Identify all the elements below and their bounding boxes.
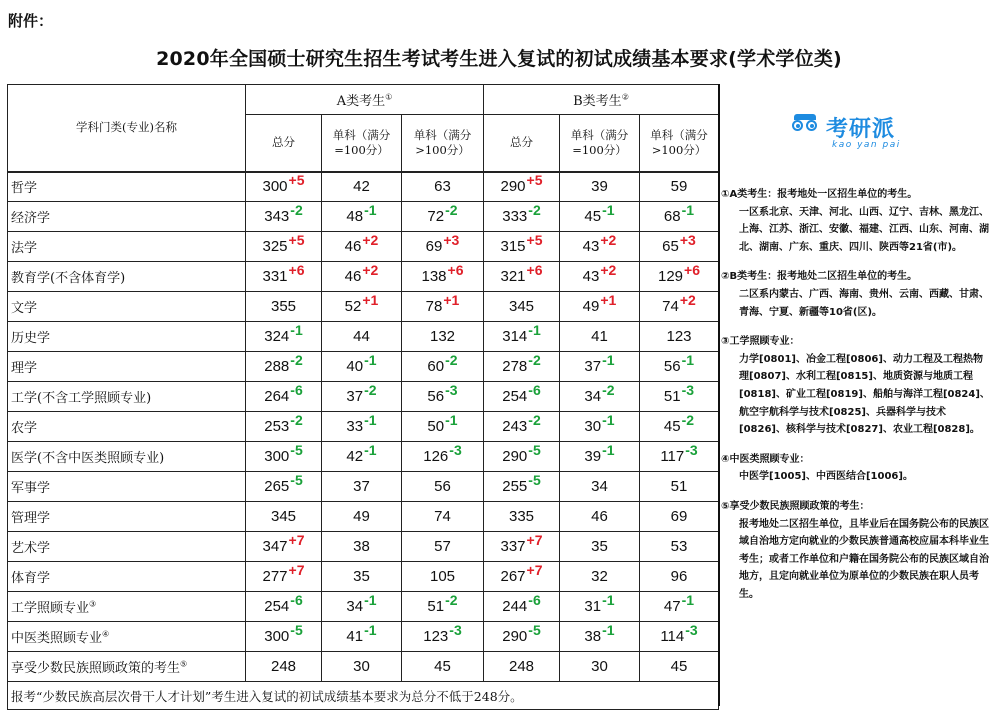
score-change: +7 — [526, 532, 543, 548]
score-change: -2 — [290, 352, 303, 368]
score-cell: 123-3 — [402, 622, 484, 652]
note-body: 力学[0801]、冶金工程[0806]、动力工程及工程热物理[0807]、水利工程[0815]、地质资源与地质工程[0818]、矿业工程[0819]、船舶与海洋工程[0824]、航空宇航科学与技术[0825]、兵器科学与技术[0826]、核科学与技术[0827]、农业工程[0828]。 — [739, 353, 990, 436]
score-cell: 347+7 — [246, 532, 322, 562]
subject-name: 法学 — [8, 232, 246, 262]
table-row — [8, 202, 719, 232]
score-cell: 243-2 — [484, 412, 560, 442]
score-change: -1 — [445, 412, 458, 428]
table-row — [8, 352, 719, 382]
score-cell: 35 — [560, 532, 640, 562]
score-change: -3 — [445, 382, 458, 398]
score-cell: 45-1 — [560, 202, 640, 232]
score-cell: 126-3 — [402, 442, 484, 472]
score-cell: 267+7 — [484, 562, 560, 592]
score-cell: 42-1 — [322, 442, 402, 472]
score-cell: 51-3 — [640, 382, 719, 412]
score-change: -1 — [290, 322, 303, 338]
score-cell: 45 — [640, 652, 719, 682]
subject-name: 工学(不含工学照顾专业) — [8, 382, 246, 412]
subject-name: 哲学 — [8, 172, 246, 202]
score-cell: 69+3 — [402, 232, 484, 262]
score-cell: 30 — [560, 652, 640, 682]
score-cell: 345 — [484, 292, 560, 322]
score-change: +2 — [600, 232, 617, 248]
score-change: -1 — [364, 442, 377, 458]
table-row — [8, 322, 719, 352]
score-change: +3 — [443, 232, 460, 248]
score-cell: 38-1 — [560, 622, 640, 652]
score-cell: 114-3 — [640, 622, 719, 652]
score-cell: 248 — [484, 652, 560, 682]
score-change: -1 — [364, 592, 377, 608]
score-cell: 46+2 — [322, 232, 402, 262]
score-cell: 68-1 — [640, 202, 719, 232]
score-change: -6 — [290, 592, 303, 608]
note-heading: ②B类考生：报考地处二区招生单位的考生。 — [721, 271, 918, 283]
score-change: -3 — [449, 622, 462, 638]
group-a-header: A类考生① — [246, 85, 484, 115]
score-change: -3 — [685, 442, 698, 458]
score-cell: 248 — [246, 652, 322, 682]
table-row — [8, 652, 719, 682]
score-cell: 59 — [640, 172, 719, 202]
footer-note: 报考“少数民族高层次骨干人才计划”考生进入复试的初试成绩基本要求为总分不低于248分。 — [8, 682, 719, 710]
score-change: -1 — [681, 352, 695, 368]
score-cell: 300-5 — [246, 622, 322, 652]
score-cell: 39-1 — [560, 442, 640, 472]
score-change: -2 — [445, 202, 458, 218]
score-change: -3 — [681, 382, 695, 398]
table-row — [8, 502, 719, 532]
score-change: +2 — [362, 262, 379, 278]
score-cell: 45 — [402, 652, 484, 682]
page-title: 2020年全国硕士研究生招生考试考生进入复试的初试成绩基本要求(学术学位类) — [156, 48, 842, 70]
score-cell: 321+6 — [484, 262, 560, 292]
note-body: 中医学[1005]、中西医结合[1006]。 — [739, 471, 913, 483]
score-change: -5 — [528, 442, 541, 458]
score-cell: 50-1 — [402, 412, 484, 442]
notes-divider — [718, 84, 720, 706]
score-change: -2 — [290, 202, 303, 218]
logo — [790, 108, 920, 160]
score-cell: 300+5 — [246, 172, 322, 202]
table-row — [8, 172, 719, 202]
subject-name: 艺术学 — [8, 532, 246, 562]
score-change: -5 — [290, 442, 303, 458]
score-change: -1 — [364, 412, 377, 428]
table-row — [8, 472, 719, 502]
score-cell: 333-2 — [484, 202, 560, 232]
score-cell: 265-5 — [246, 472, 322, 502]
score-cell: 278-2 — [484, 352, 560, 382]
score-cell: 40-1 — [322, 352, 402, 382]
score-cell: 355 — [246, 292, 322, 322]
table-row — [8, 532, 719, 562]
score-change: +3 — [679, 232, 696, 248]
score-change: -1 — [602, 442, 615, 458]
score-cell: 46 — [560, 502, 640, 532]
score-change: -6 — [528, 592, 541, 608]
score-change: -2 — [445, 592, 458, 608]
score-change: -1 — [528, 322, 541, 338]
note-body: 二区系内蒙古、广西、海南、贵州、云南、西藏、甘肃、青海、宁夏、新疆等10省(区)。 — [739, 288, 989, 318]
subject-name: 军事学 — [8, 472, 246, 502]
score-cell: 51-2 — [402, 592, 484, 622]
table-row — [8, 412, 719, 442]
score-cell: 96 — [640, 562, 719, 592]
subject-name: 经济学 — [8, 202, 246, 232]
score-cell: 56 — [402, 472, 484, 502]
score-change: -2 — [602, 382, 615, 398]
score-change: +2 — [600, 262, 617, 278]
table-row — [8, 592, 719, 622]
score-change: -1 — [602, 352, 615, 368]
table-row — [8, 262, 719, 292]
score-cell: 46+2 — [322, 262, 402, 292]
score-cell: 52+1 — [322, 292, 402, 322]
subject-header: 学科门类(专业)名称 — [8, 85, 246, 172]
score-change: +6 — [288, 262, 305, 278]
score-change: +6 — [526, 262, 543, 278]
score-change: +5 — [288, 172, 305, 189]
subject-name: 管理学 — [8, 502, 246, 532]
score-table — [7, 84, 719, 710]
score-cell: 72-2 — [402, 202, 484, 232]
b-single-over-100-header: 单科（满分 >100分） — [640, 115, 719, 172]
score-cell: 32 — [560, 562, 640, 592]
score-cell: 37 — [322, 472, 402, 502]
score-change: -6 — [290, 382, 303, 398]
score-change: -1 — [364, 352, 377, 368]
score-cell: 74 — [402, 502, 484, 532]
score-cell: 123 — [640, 322, 719, 352]
score-cell: 56-3 — [402, 382, 484, 412]
logo-text: 考研派 — [826, 117, 896, 142]
score-cell: 41 — [560, 322, 640, 352]
subject-name: 农学 — [8, 412, 246, 442]
score-cell: 324-1 — [246, 322, 322, 352]
score-change: +6 — [447, 262, 464, 278]
score-cell: 325+5 — [246, 232, 322, 262]
score-change: -5 — [528, 472, 541, 488]
subject-name: 工学照顾专业③ — [8, 592, 246, 622]
score-change: -1 — [602, 592, 615, 608]
score-cell: 33-1 — [322, 412, 402, 442]
score-cell: 74+2 — [640, 292, 719, 322]
note-heading: ③工学照顾专业： — [721, 336, 800, 348]
score-change: -1 — [681, 202, 695, 218]
score-change: -2 — [445, 352, 458, 368]
score-cell: 30-1 — [560, 412, 640, 442]
score-change: -2 — [528, 352, 541, 368]
subject-name: 历史学 — [8, 322, 246, 352]
score-change: -1 — [364, 622, 377, 638]
score-cell: 43+2 — [560, 232, 640, 262]
score-cell: 34 — [560, 472, 640, 502]
score-cell: 69 — [640, 502, 719, 532]
score-cell: 42 — [322, 172, 402, 202]
score-change: +1 — [362, 292, 379, 308]
score-change: +2 — [679, 292, 696, 308]
notes-panel — [721, 186, 991, 603]
a-single-100-header: 单科（满分 =100分） — [322, 115, 402, 172]
score-cell: 255-5 — [484, 472, 560, 502]
score-cell: 43+2 — [560, 262, 640, 292]
score-cell: 45-2 — [640, 412, 719, 442]
subject-name: 理学 — [8, 352, 246, 382]
table-row — [8, 622, 719, 652]
subject-name: 医学(不含中医类照顾专业) — [8, 442, 246, 472]
score-cell: 335 — [484, 502, 560, 532]
score-cell: 47-1 — [640, 592, 719, 622]
score-cell: 264-6 — [246, 382, 322, 412]
score-change: -6 — [528, 382, 541, 398]
score-change: -1 — [681, 592, 695, 608]
score-cell: 37-2 — [322, 382, 402, 412]
logo-pinyin: kao yan pai — [832, 140, 901, 150]
score-cell: 78+1 — [402, 292, 484, 322]
note-heading: ①A类考生：报考地处一区招生单位的考生。 — [721, 189, 918, 200]
score-change: -1 — [602, 202, 615, 218]
score-cell: 39 — [560, 172, 640, 202]
score-cell: 253-2 — [246, 412, 322, 442]
subject-name: 享受少数民族照顾政策的考生⑤ — [8, 652, 246, 682]
table-row — [8, 232, 719, 262]
score-cell: 63 — [402, 172, 484, 202]
score-cell: 53 — [640, 532, 719, 562]
logo-mascot-icon — [790, 114, 822, 140]
score-change: -1 — [364, 202, 377, 218]
score-cell: 60-2 — [402, 352, 484, 382]
note-body: 报考地处二区招生单位，且毕业后在国务院公布的民族区域自治地方定向就业的少数民族普通高校应届本科毕业生考生；或者工作单位和户籍在国务院公布的民族区域自治地方，且定向就业单位为原单位的少数民族在职人员考生。 — [739, 518, 989, 600]
a-single-over-100-header: 单科（满分 >100分） — [402, 115, 484, 172]
score-change: +7 — [288, 562, 305, 578]
score-cell: 49+1 — [560, 292, 640, 322]
score-cell: 277+7 — [246, 562, 322, 592]
score-cell: 105 — [402, 562, 484, 592]
note-heading: ④中医类照顾专业： — [721, 453, 810, 465]
score-cell: 129+6 — [640, 262, 719, 292]
score-change: -2 — [528, 202, 541, 218]
score-change: +5 — [288, 232, 305, 248]
score-cell: 290+5 — [484, 172, 560, 202]
score-cell: 337+7 — [484, 532, 560, 562]
score-cell: 35 — [322, 562, 402, 592]
score-cell: 244-6 — [484, 592, 560, 622]
score-cell: 56-1 — [640, 352, 719, 382]
table-row — [8, 562, 719, 592]
score-change: +7 — [288, 532, 305, 548]
score-cell: 44 — [322, 322, 402, 352]
score-cell: 314-1 — [484, 322, 560, 352]
score-cell: 38 — [322, 532, 402, 562]
score-cell: 117-3 — [640, 442, 719, 472]
score-cell: 34-1 — [322, 592, 402, 622]
score-change: -3 — [685, 622, 698, 638]
score-change: -1 — [602, 622, 615, 638]
a-total-header: 总分 — [246, 115, 322, 172]
score-cell: 254-6 — [246, 592, 322, 622]
score-cell: 51 — [640, 472, 719, 502]
score-change: +5 — [526, 232, 543, 248]
score-change: +2 — [362, 232, 379, 248]
score-cell: 41-1 — [322, 622, 402, 652]
score-change: +1 — [600, 292, 617, 308]
score-cell: 290-5 — [484, 442, 560, 472]
score-change: +7 — [526, 562, 543, 578]
score-cell: 343-2 — [246, 202, 322, 232]
score-cell: 254-6 — [484, 382, 560, 412]
score-cell: 49 — [322, 502, 402, 532]
score-change: -2 — [681, 412, 695, 428]
score-change: +5 — [526, 172, 543, 189]
score-cell: 138+6 — [402, 262, 484, 292]
group-b-header: B类考生② — [484, 85, 719, 115]
score-cell: 31-1 — [560, 592, 640, 622]
score-change: -5 — [528, 622, 541, 638]
score-change: -2 — [364, 382, 377, 398]
b-single-100-header: 单科（满分 =100分） — [560, 115, 640, 172]
note-heading: ⑤享受少数民族照顾政策的考生： — [721, 500, 870, 512]
score-cell: 300-5 — [246, 442, 322, 472]
score-change: -5 — [290, 472, 303, 488]
score-cell: 37-1 — [560, 352, 640, 382]
table-row — [8, 442, 719, 472]
score-change: -2 — [528, 412, 541, 428]
score-change: -2 — [290, 412, 303, 428]
attachment-label: 附件： — [8, 12, 54, 30]
score-change: -5 — [290, 622, 303, 638]
score-change: -3 — [449, 442, 462, 458]
subject-name: 文学 — [8, 292, 246, 322]
score-cell: 34-2 — [560, 382, 640, 412]
table-row — [8, 382, 719, 412]
subject-name: 中医类照顾专业④ — [8, 622, 246, 652]
score-cell: 331+6 — [246, 262, 322, 292]
score-cell: 65+3 — [640, 232, 719, 262]
b-total-header: 总分 — [484, 115, 560, 172]
score-change: +1 — [443, 292, 460, 308]
score-cell: 30 — [322, 652, 402, 682]
score-change: -1 — [602, 412, 615, 428]
score-change: +6 — [684, 262, 700, 278]
score-cell: 290-5 — [484, 622, 560, 652]
table-row — [8, 292, 719, 322]
score-cell: 345 — [246, 502, 322, 532]
subject-name: 教育学(不含体育学) — [8, 262, 246, 292]
score-cell: 57 — [402, 532, 484, 562]
score-cell: 315+5 — [484, 232, 560, 262]
note-body: 一区系北京、天津、河北、山西、辽宁、吉林、黑龙江、上海、江苏、浙江、安徽、福建、江西、山东、河南、湖北、湖南、广东、重庆、四川、陕西等21省(市)。 — [739, 206, 989, 253]
subject-name: 体育学 — [8, 562, 246, 592]
score-cell: 288-2 — [246, 352, 322, 382]
score-cell: 132 — [402, 322, 484, 352]
score-cell: 48-1 — [322, 202, 402, 232]
